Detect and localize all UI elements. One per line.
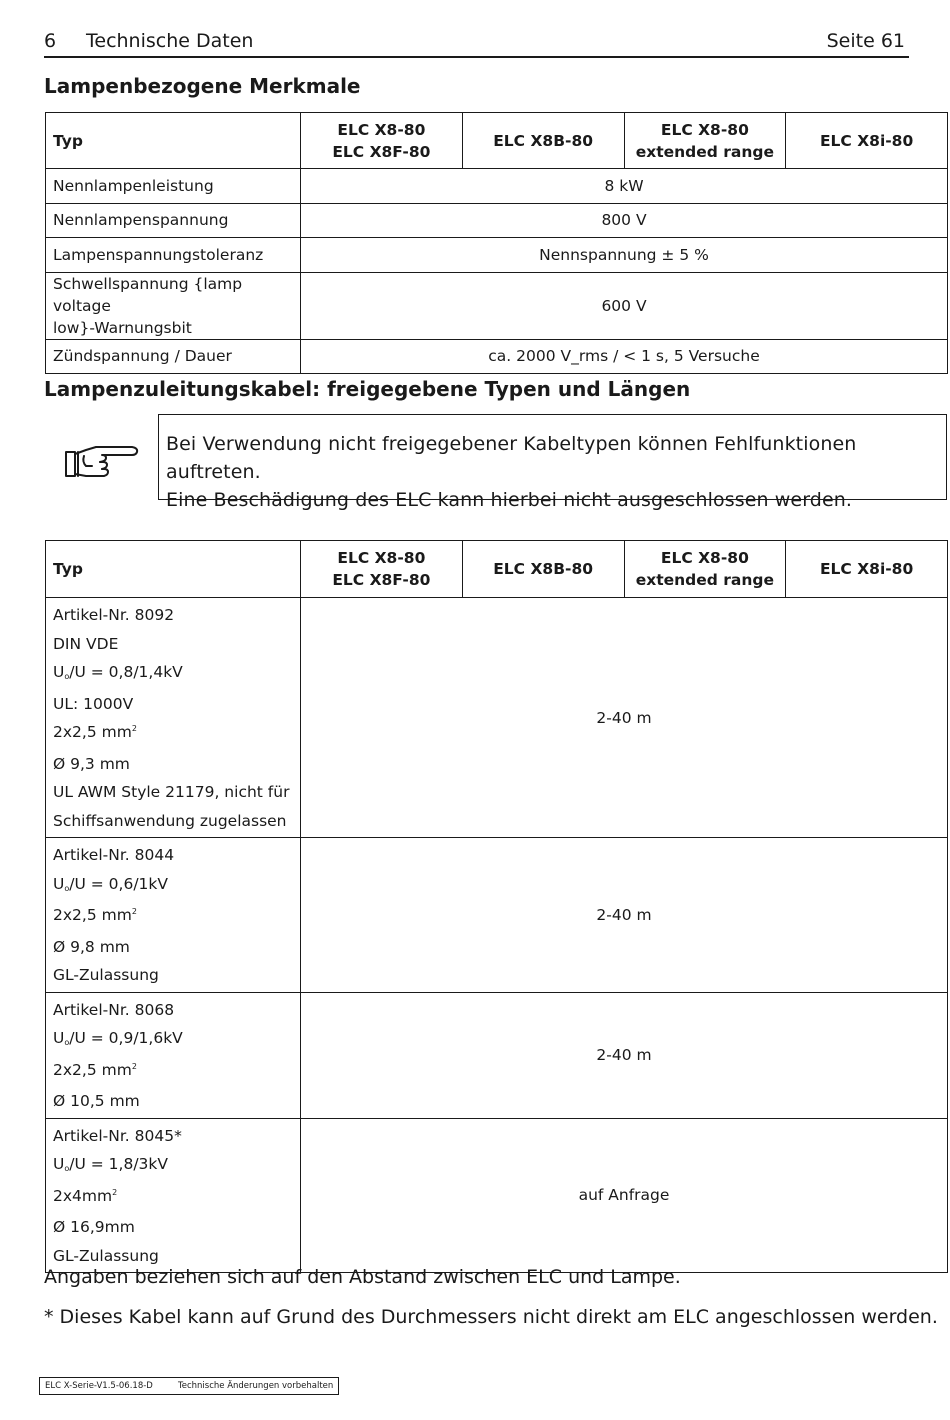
- spec-line: Ø 16,9mm: [53, 1218, 135, 1236]
- spec-text: /U = 0,9/1,6kV: [69, 1029, 183, 1047]
- spec-text: 2x2,5 mm: [53, 906, 132, 924]
- page-footer: [39, 1377, 339, 1395]
- column-header-x8-extended: [624, 541, 786, 598]
- row-value: 8 kW: [301, 169, 948, 204]
- cable-length: 2-40 m: [301, 838, 948, 993]
- cable-length: 2-40 m: [301, 992, 948, 1118]
- cable-spec: [46, 1118, 301, 1273]
- spec-line-cross-section: [53, 901, 293, 933]
- table-row: [46, 992, 948, 1118]
- u-subscript: o: [64, 883, 70, 893]
- spec-line: Ø 9,8 mm: [53, 937, 130, 956]
- superscript: 2: [131, 907, 137, 916]
- spec-line: DIN VDE: [53, 634, 119, 653]
- cable-length: 2-40 m: [301, 598, 948, 838]
- spec-line: UL: 1000V: [53, 694, 134, 713]
- table-row: [46, 203, 948, 238]
- chapter-number: 6: [44, 30, 57, 52]
- u-subscript: o: [64, 1164, 70, 1173]
- row-label: Nennlampenspannung: [46, 203, 301, 238]
- chapter-title: Technische Daten: [86, 30, 254, 52]
- table-row: [46, 272, 948, 339]
- spec-text: /U = 0,8/1,4kV: [69, 663, 183, 681]
- table-row: [46, 169, 948, 204]
- table-header-row: [46, 541, 948, 598]
- footnote-asterisk: * Dieses Kabel kann auf Grund des Durchmessers nicht direkt am ELC angeschlossen werden.: [44, 1306, 938, 1328]
- spec-line-cross-section: [53, 1056, 293, 1088]
- spec-line: GL-Zulassung: [53, 1246, 159, 1265]
- row-value: 800 V: [301, 203, 948, 238]
- column-header-x8-extended-line2: extended range: [635, 571, 775, 589]
- lamp-characteristics-table: [45, 112, 948, 374]
- spec-line: Artikel-Nr. 8045*: [53, 1126, 182, 1145]
- table-row: [46, 598, 948, 838]
- note-line2: Eine Beschädigung des ELC kann hierbei nicht ausgeschlossen werden.: [166, 489, 853, 511]
- u-subscript: o: [64, 1038, 70, 1047]
- column-header-typ: Typ: [46, 113, 301, 169]
- pointing-hand-icon: [62, 440, 142, 482]
- spec-line-voltage: [53, 1150, 293, 1182]
- cable-spec: [46, 598, 301, 838]
- row-value: Nennspannung ± 5 %: [301, 238, 948, 273]
- spec-line-voltage: [53, 1024, 293, 1056]
- spec-line: Artikel-Nr. 8068: [53, 1000, 175, 1019]
- row-value: ca. 2000 V_rms / < 1 s, 5 Versuche: [301, 339, 948, 374]
- spec-line: Ø 9,3 mm: [53, 754, 130, 773]
- table-header-row: [46, 113, 948, 169]
- page-header: [44, 30, 909, 58]
- row-label-line1: Schwellspannung {lamp voltage: [53, 274, 243, 315]
- warning-note: [158, 414, 947, 511]
- spec-line: GL-Zulassung: [53, 966, 159, 984]
- spec-text: 2x2,5 mm: [53, 723, 132, 741]
- column-header-x8-extended-line2: extended range: [635, 142, 775, 161]
- u-symbol: U: [53, 663, 65, 681]
- column-header-x8-line1: ELC X8-80: [337, 120, 426, 139]
- column-header-x8b: ELC X8B-80: [462, 541, 624, 598]
- table-row: [46, 238, 948, 273]
- u-symbol: U: [53, 874, 65, 893]
- page-number: Seite 61: [826, 30, 905, 52]
- row-label-line2: low}-Warnungsbit: [53, 318, 192, 337]
- row-value: 600 V: [301, 272, 948, 339]
- note-line1: Bei Verwendung nicht freigegebener Kabeltypen können Fehlfunktionen auftreten.: [166, 433, 857, 483]
- row-label: Nennlampenleistung: [46, 169, 301, 204]
- cable-length: auf Anfrage: [301, 1118, 948, 1273]
- spec-line-cross-section: [53, 1182, 293, 1214]
- spec-line-voltage: [53, 870, 293, 902]
- section-title-lamp: Lampenbezogene Merkmale: [44, 74, 361, 98]
- column-header-x8-line2: ELC X8F-80: [332, 571, 431, 589]
- column-header-x8-extended-line1: ELC X8-80: [660, 549, 749, 567]
- superscript: 2: [131, 724, 137, 733]
- spec-line: Artikel-Nr. 8044: [53, 846, 175, 864]
- table-row: [46, 1118, 948, 1273]
- column-header-x8-extended-line1: ELC X8-80: [660, 120, 749, 139]
- column-header-x8-extended: [624, 113, 786, 169]
- cable-spec: [46, 838, 301, 993]
- superscript: 2: [112, 1187, 118, 1197]
- spec-text: 2x4mm: [53, 1186, 113, 1205]
- spec-text: /U = 0,6/1kV: [69, 874, 168, 893]
- column-header-x8-line1: ELC X8-80: [337, 549, 426, 567]
- spec-text: 2x2,5 mm: [53, 1060, 132, 1079]
- table-row: [46, 838, 948, 993]
- column-header-x8: [301, 113, 463, 169]
- column-header-typ: Typ: [46, 541, 301, 598]
- spec-line: Schiffsanwendung zugelassen: [53, 811, 287, 830]
- cable-types-table: [45, 540, 948, 1273]
- u-symbol: U: [53, 1029, 65, 1047]
- column-header-x8-line2: ELC X8F-80: [332, 142, 431, 161]
- column-header-x8b: ELC X8B-80: [462, 113, 624, 169]
- superscript: 2: [131, 1061, 137, 1071]
- column-header-x8i: ELC X8i-80: [786, 541, 948, 598]
- column-header-x8i: ELC X8i-80: [786, 113, 948, 169]
- spec-line: Artikel-Nr. 8092: [53, 606, 175, 624]
- section-title-cable: Lampenzuleitungskabel: freigegebene Typen und Längen: [44, 377, 691, 401]
- cable-spec: [46, 992, 301, 1118]
- table-row: [46, 339, 948, 374]
- spec-text: /U = 1,8/3kV: [69, 1155, 168, 1173]
- spec-line: UL AWM Style 21179, nicht für: [53, 783, 290, 801]
- row-label: Lampenspannungstoleranz: [46, 238, 301, 273]
- spec-line-voltage: [53, 658, 293, 690]
- footer-disclaimer: Technische Änderungen vorbehalten: [178, 1381, 334, 1391]
- column-header-x8: [301, 541, 463, 598]
- spec-line-cross-section: [53, 718, 293, 750]
- footnote-distance: Angaben beziehen sich auf den Abstand zwischen ELC und Lampe.: [44, 1266, 681, 1288]
- u-subscript: o: [64, 672, 70, 681]
- u-symbol: U: [53, 1155, 65, 1173]
- row-label: Zündspannung / Dauer: [46, 339, 301, 374]
- spec-line: Ø 10,5 mm: [53, 1092, 140, 1110]
- row-label: [46, 272, 301, 339]
- document-version: ELC X-Serie-V1.5-06.18-D: [45, 1381, 153, 1391]
